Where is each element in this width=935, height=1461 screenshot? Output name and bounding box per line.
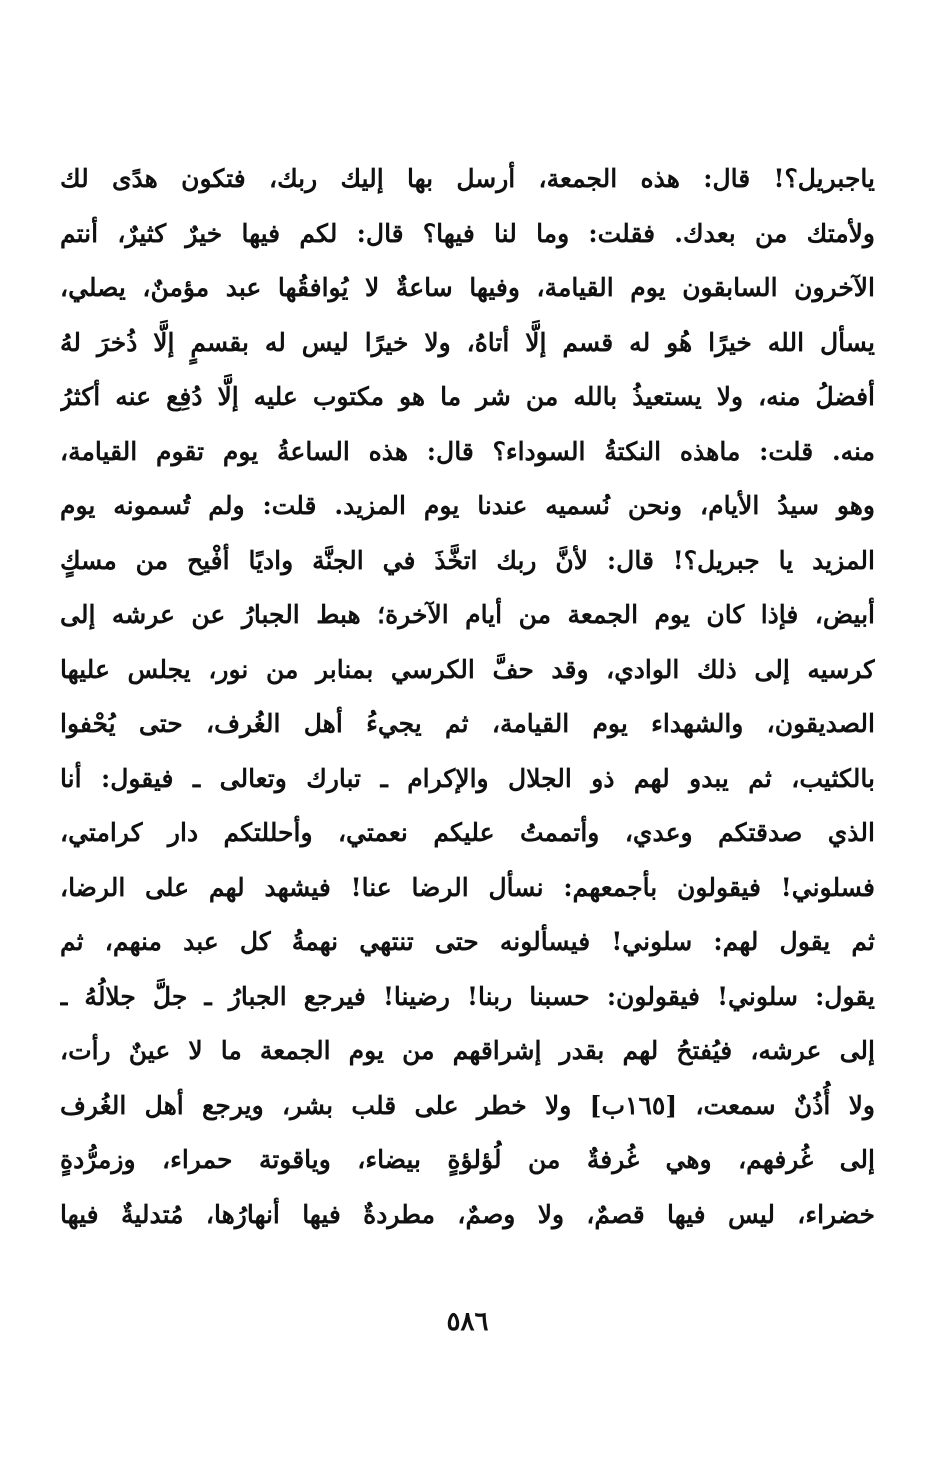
text-line: بالكثيب، ثم يبدو لهم ذو الجلال والإكرام ـ تبارك وتعالى ـ فيقول: أنا [60, 763, 875, 793]
page-number: ٥٨٦ [446, 1307, 489, 1337]
text-line: ولا أُذُنٌ سمعت، [١٦٥ب] ولا خطر على قلب بشر، ويرجع أهل الغُرف [60, 1090, 875, 1120]
text-line: المزيد يا جبريل؟! قال: لأنَّ ربك اتخَّذَ في الجنَّة واديًا أفْيح من مسكٍ [60, 545, 875, 575]
text-line: كرسيه إلى ذلك الوادي، وقد حفَّ الكرسي بمنابر من نور، يجلس عليها [60, 654, 875, 684]
text-line: فسلوني! فيقولون بأجمعهم: نسأل الرضا عنا! فيشهد لهم على الرضا، [60, 872, 875, 902]
text-line: الذي صدقتكم وعدي، وأتممتُ عليكم نعمتي، وأحللتكم دار كرامتي، [60, 818, 875, 847]
text-line: منه. قلت: ماهذه النكتةُ السوداء؟ قال: هذه الساعةُ يوم تقوم القيامة، [60, 436, 875, 466]
body-text [60, 152, 875, 1242]
text-line: إلى عرشه، فيُفتحُ لهم بقدر إشراقهم من يوم الجمعة ما لا عينٌ رأت، [60, 1036, 875, 1065]
text-line: ثم يقول لهم: سلوني! فيسألونه حتى تنتهي نهمةُ كل عبد منهم، ثم [60, 927, 875, 956]
text-line: يسأل الله خيرًا هُو له قسم إلَّا أتاهُ، ولا خيرًا ليس له بقسمٍ إلَّا ذُخرَ لهُ [60, 327, 875, 357]
text-line: ياجبريل؟! قال: هذه الجمعة، أرسل بها إليك ربك، فتكون هدًى لك [60, 164, 875, 193]
text-line: الآخرون السابقون يوم القيامة، وفيها ساعةٌ لا يُوافقُها عبد مؤمنٌ، يصلي، [60, 273, 875, 302]
text-line: وهو سيدُ الأيام، ونحن نُسميه عندنا يوم المزيد. قلت: ولم تُسمونه يوم [60, 491, 875, 520]
text-line: خضراء، ليس فيها قصمٌ، ولا وصمٌ، مطردةٌ فيها أنهارُها، مُتدليةٌ فيها [60, 1199, 875, 1229]
text-line: ولأمتك من بعدك. فقلت: وما لنا فيها؟ قال: لكم فيها خيرٌ كثيرٌ، أنتم [60, 218, 875, 248]
text-line: أفضلُ منه، ولا يستعيذُ بالله من شر ما هو مكتوب عليه إلَّا دُفِع عنه أكثرُ [60, 382, 875, 411]
text-line: يقول: سلوني! فيقولون: حسبنا ربنا! رضينا! فيرجع الجبارُ ـ جلَّ جلالُهُ ـ [60, 981, 875, 1011]
text-line: أبيض، فإذا كان يوم الجمعة من أيام الآخرة؛ هبط الجبارُ عن عرشه إلى [60, 600, 875, 629]
text-line: إلى غُرفهم، وهي غُرفةٌ من لُؤلؤةٍ بيضاء، وياقوتة حمراء، وزمرُّدةٍ [60, 1145, 875, 1174]
text-line: الصديقون، والشهداء يوم القيامة، ثم يجيءُ أهل الغُرف، حتى يُحْفوا [60, 709, 875, 738]
